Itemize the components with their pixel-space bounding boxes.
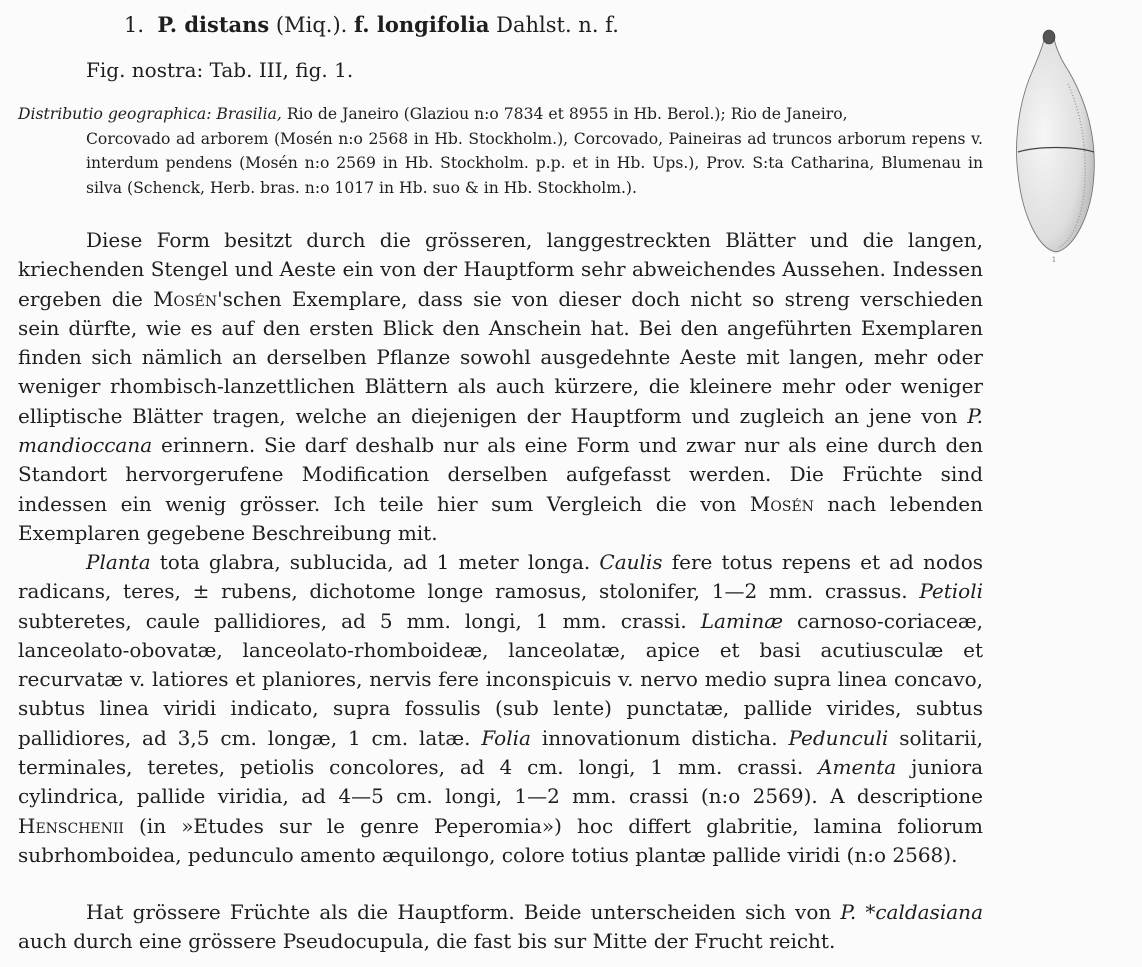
distribution-block xyxy=(18,102,983,200)
para1-text-1: Diese Form besitzt durch die grösseren, langgestreckten Blätter und die langen, kriechenden Stengel und Aeste ein von der Hauptform sehr abweichendes Aussehen. Indessen ergeben die xyxy=(18,228,983,311)
heading-author: (Miq.). xyxy=(275,13,348,37)
distribution-country: Brasilia, xyxy=(216,105,282,123)
term-folia: Folia xyxy=(481,725,531,750)
para1-text-2: 'schen Exemplare, dass sie von dieser doch nicht so streng verschieden sein dürfte, wie es auf den ersten Blick den Anschein hat. Bei den angeführten Exemplaren finden sich nämlich an derselben Pflanze sowohl ausgedehnte Aeste mit langen, mehr oder weniger rhombisch-lanzettlichen Blättern als auch kürzere, die kleinere mehr oder weniger elliptische Blätter tragen, welche an diejenigen der Hauptform und zugleich an jene von xyxy=(18,286,983,428)
species-mandioccana: P. mandioccana xyxy=(18,403,984,458)
author-mosen: Mosén xyxy=(153,286,218,311)
figure-label: 1 xyxy=(1051,256,1057,264)
fruit-apex xyxy=(1043,30,1055,44)
para3-text-1: Hat grössere Früchte als die Hauptform. Beide unterscheiden sich von xyxy=(86,900,832,924)
figure-reference: Fig. nostra: Tab. III, fig. 1. xyxy=(86,58,354,82)
para2-text-8: (in »Etudes sur le genre Peperomia») hoc differt glabritie, lamina foliorum subrhomboidea, pedunculo amento æquilongo, colore totius plantæ pallide viridi (n:o 2568). xyxy=(18,813,983,867)
term-caulis: Caulis xyxy=(599,550,663,574)
author-henschenii: Henschenii xyxy=(18,813,124,838)
para1-text-4: nach lebenden Exemplaren gegebene Beschreibung mit. xyxy=(18,491,984,545)
paragraph-fruit-note xyxy=(18,898,983,957)
fruit-outline xyxy=(1017,38,1095,252)
term-amenta: Amenta xyxy=(818,755,897,780)
paragraph-description-german xyxy=(18,226,983,548)
para2-text-6: solitarii, terminales, teretes, petiolis concolores, ad 4 cm. longi, 1 mm. crassi. xyxy=(18,725,983,780)
para3-text-2: auch durch eine grössere Pseudocupula, die fast bis sur Mitte der Frucht reicht. xyxy=(18,929,836,954)
paragraph-latin-description xyxy=(18,548,983,870)
para2-text-2: fere totus repens et ad nodos radicans, teres, ± rubens, dichotome longe ramosus, stolonifer, 1—2 mm. crassus. xyxy=(18,550,984,604)
distribution-rest: Corcovado ad arborem (Mosén n:o 2568 in Hb. Stockholm.), Corcovado, Paineiras ad truncos arborum repens v. interdum pendens (Mosén n:o 2569 in Hb. Stockholm. p.p. et in Hb. Ups.), Prov. S:ta Catharina, Blumenau in silva (Schenck, Herb. bras. n:o 1017 in Hb. suo & in Hb. Stockholm.). xyxy=(86,129,983,197)
para2-text-3: subteretes, caule pallidiores, ad 5 mm. longi, 1 mm. crassi. xyxy=(18,608,687,633)
para2-text-1: tota glabra, sublucida, ad 1 meter longa. xyxy=(159,550,591,574)
heading-form: f. longifolia xyxy=(354,12,490,37)
fruit-illustration xyxy=(1008,24,1098,264)
author-mosen-2: Mosén xyxy=(749,491,814,516)
term-laminae: Laminæ xyxy=(700,608,784,633)
term-pedunculi: Pedunculi xyxy=(788,725,889,750)
species-heading xyxy=(124,12,619,37)
para2-text-7: juniora cylindrica, pallide viridia, ad 4—5 cm. longi, 1—2 mm. crassi (n:o 2569). A descriptione xyxy=(18,755,984,809)
distribution-line1: Rio de Janeiro (Glaziou n:o 7834 et 8955 in Hb. Berol.); Rio de Janeiro, xyxy=(286,105,848,123)
distribution-label: Distributio geographica: xyxy=(18,105,212,123)
distribution-first-line xyxy=(18,102,983,127)
para1-text-3: erinnern. Sie darf deshalb nur als eine Form und zwar nur als eine durch den Standort hervorgerufene Modification derselben aufgefasst werden. Die Früchte sind indessen ein wenig grösser. Ich teile hier sum Vergleich die von xyxy=(18,433,983,516)
heading-number: 1. xyxy=(124,13,145,37)
heading-author-form: Dahlst. n. f. xyxy=(496,13,619,37)
para2-text-5: innovationum disticha. xyxy=(541,725,778,750)
para2-text-4: carnoso-coriaceæ, lanceolato-obovatæ, lanceolato-rhomboideæ, lanceolatæ, apice et basi acutiusculæ et recurvatæ v. latiores et planiores, nervis fere inconspicuis v. nervo medio supra linea concavo, subtus linea viridi indicato, supra fossulis (sub lente) punctatæ, pallide virides, subtus pallidiores, ad 3,5 cm. longæ, 1 cm. latæ. xyxy=(18,608,984,750)
heading-taxon: P. distans xyxy=(157,12,270,37)
species-caldasiana: P. *caldasiana xyxy=(840,900,983,924)
term-planta: Planta xyxy=(86,550,151,574)
term-petioli: Petioli xyxy=(919,579,983,604)
